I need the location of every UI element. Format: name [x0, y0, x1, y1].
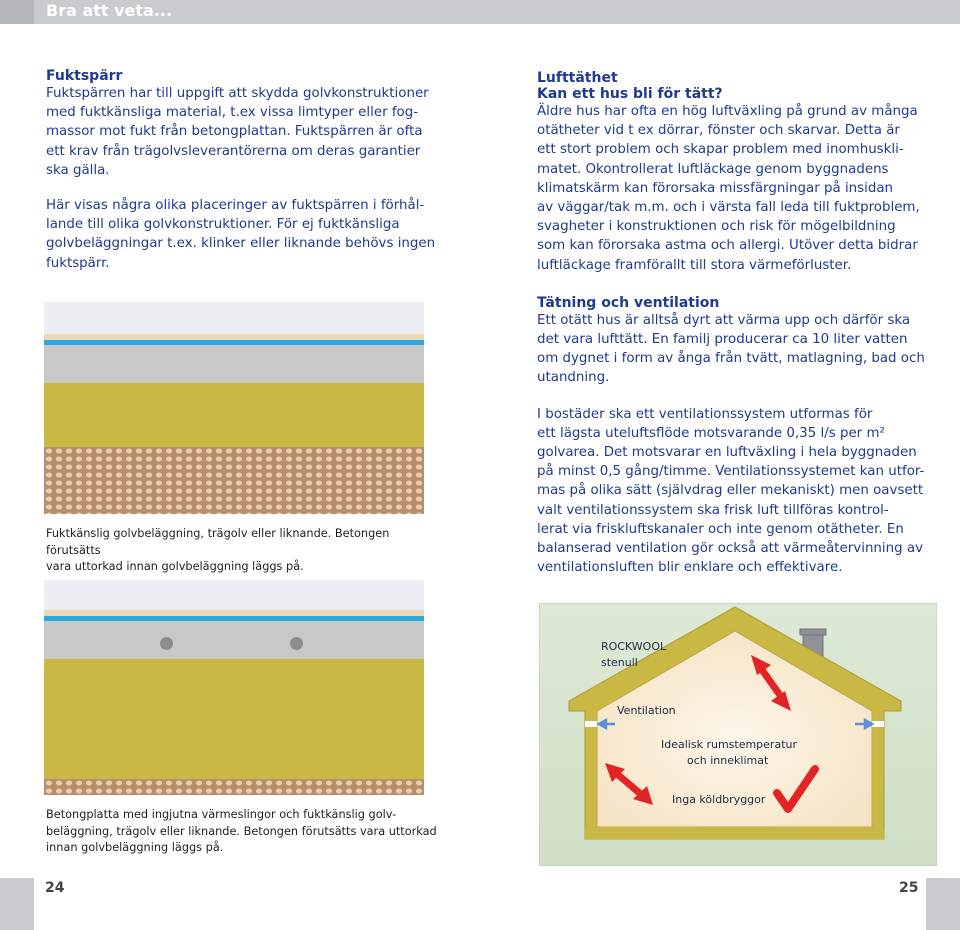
line: ett krav från trägolvsleverantörerna om deras garantier [46, 143, 421, 159]
floor-diagram-1 [44, 302, 424, 514]
line: massor mot fukt från betongplattan. Fuktspärren är ofta [46, 124, 423, 140]
line: golvbeläggningar t.ex. klinker eller liknande behövs ingen [46, 236, 436, 252]
caption-diagram-1 [46, 526, 446, 576]
heading-fuktsparr: Fuktspärr [46, 68, 123, 84]
label-stenull: stenull [601, 656, 638, 669]
line: svagheter i konstruktionen och risk för mögelbildning [537, 219, 896, 235]
page-number-right: 25 [899, 880, 919, 896]
line: golvarea. Det motsvarar en luftväxling i hela byggnaden [537, 445, 917, 461]
concrete-layer [44, 621, 424, 659]
label-rockwool: ROCKWOOL [601, 640, 667, 653]
floor-diagram-2 [44, 580, 424, 795]
insulation-layer [44, 659, 424, 779]
house-illustration [539, 603, 937, 866]
vent-gap-left [585, 721, 597, 727]
heading-tatning: Tätning och ventilation [537, 294, 720, 311]
heating-pipe-icon [160, 637, 173, 650]
line: som kan förorsaka astma och allergi. Utöver detta bidrar [537, 238, 918, 254]
line: luftläckage framförallt till stora värmeförluster. [537, 257, 852, 273]
header-bar [0, 0, 960, 24]
paragraph-fuktsparr-1 [46, 84, 446, 180]
concrete-layer [44, 345, 424, 383]
right-text-block [537, 70, 937, 577]
line: lande till olika golvkonstruktioner. För ej fuktkänsliga [46, 217, 400, 233]
paragraph-fuktsparr-2 [46, 196, 446, 273]
label-koldbryggor: Inga köldbryggor [672, 793, 766, 806]
page-number-left: 24 [45, 880, 65, 896]
heating-pipe-icon [290, 637, 303, 650]
paragraph-lufttathet [537, 102, 937, 275]
line: ett lägsta uteluftsflöde motsvarande 0,35 l/s per m² [537, 425, 885, 441]
line: ett stort problem och skapar problem med inomhuskli- [537, 142, 904, 158]
left-text-block [46, 68, 446, 273]
footer-accent-right [926, 878, 960, 930]
line: det vara lufttätt. En familj producerar ca 10 liter vatten [537, 332, 908, 348]
line: otätheter vid t ex dörrar, fönster och skarvar. Detta är [537, 123, 900, 139]
label-ventilation: Ventilation [617, 704, 676, 717]
floor-insulation [585, 827, 884, 839]
line: av väggar/tak m.m. och i värsta fall leda till fuktproblem, [537, 200, 920, 216]
line: I bostäder ska ett ventilationssystem utformas för [537, 406, 873, 422]
line: fuktspärr. [46, 255, 110, 271]
line: beläggning, trägolv eller liknande. Betongen förutsätts vara uttorkad [46, 824, 437, 838]
line: klimatskärm kan förorsaka missfärgningar på insidan [537, 180, 894, 196]
line: Äldre hus har ofta en hög luftväxling på grund av många [537, 104, 918, 119]
line: balanserad ventilation gör också att värmeåtervinning av [537, 541, 924, 557]
line: lerat via friskluftskanaler och inte genom otätheter. En [537, 521, 904, 537]
paragraph-tatning-1 [537, 311, 937, 388]
line: Fuktkänslig golvbeläggning, trägolv eller liknande. Betongen förutsätts [46, 527, 390, 557]
line: Ett otätt hus är alltså dyrt att värma upp och därför ska [537, 312, 911, 328]
line: ska gälla. [46, 162, 110, 178]
line: på minst 0,5 gång/timme. Ventilationssystemet kan utfor- [537, 464, 925, 480]
gravel-layer [44, 447, 424, 514]
insulation-layer [44, 383, 424, 447]
line: innan golvbeläggning läggs på. [46, 841, 224, 854]
line: Fuktspärren har till uppgift att skydda golvkonstruktioner [46, 86, 429, 101]
footer-accent-left [0, 878, 34, 930]
label-rumstemperatur: Idealisk rumstemperatur [661, 738, 798, 751]
label-inneklimat: och inneklimat [687, 754, 769, 767]
subheading-lufttathet: Kan ett hus bli för tätt? [537, 86, 723, 102]
caption-diagram-2 [46, 807, 446, 857]
line: matet. Okontrollerat luftläckage genom byggnadens [537, 161, 889, 177]
line: Här visas några olika placeringer av fuktspärren i förhål- [46, 198, 425, 214]
chimney-cap [800, 629, 826, 635]
heading-lufttathet: Lufttäthet [537, 70, 618, 86]
page-section-title: Bra att veta... [46, 1, 173, 20]
line: utandning. [537, 370, 610, 386]
floor-covering-layer [44, 580, 424, 610]
paragraph-tatning-2 [537, 405, 937, 578]
line: om dygnet i form av ånga från tvätt, matlagning, bad och [537, 351, 925, 367]
line: ventilationsluften blir enklare och effektivare. [537, 560, 843, 576]
line: vara uttorkad innan golvbeläggning läggs på. [46, 560, 304, 573]
line: valt ventilationssystem ska frisk luft tillföras kontrol- [537, 502, 889, 518]
header-accent [0, 0, 34, 24]
line: Betongplatta med ingjutna värmeslingor och fuktkänslig golv- [46, 808, 397, 821]
line: med fuktkänsliga material, t.ex vissa limtyper eller fog- [46, 105, 419, 121]
floor-covering-layer [44, 302, 424, 334]
gravel-layer [44, 779, 424, 795]
line: mas på olika sätt (självdrag eller mekaniskt) men oavsett [537, 483, 924, 499]
